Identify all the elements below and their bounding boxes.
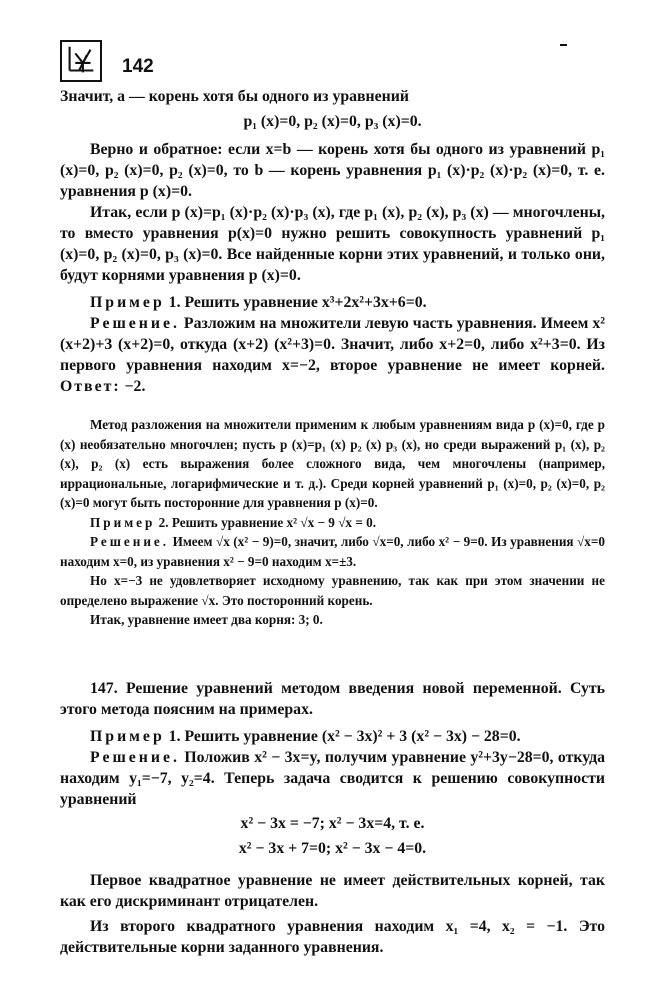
solution-1: [60, 313, 605, 397]
page-header: [60, 32, 605, 82]
paragraph-summary: Итак, если p (x)=p₁ (x)·p₂ (x)·p₃ (x), где p₁ (x), p₂ (x), p₃ (x) — многочлены, то вместо уравнения p(x)=0 нужно решить совокупность уравнений p₁ (x)=0, p₂ (x)=0, p₃ (x)=0. Все найденные корни этих уравнений, и только они, будут корнями уравнения p (x)=0.: [60, 204, 605, 284]
second-equation-roots: Из второго квадратного уравнения находим x₁ =4, x₂ = −1. Это действительные корни заданного уравнения.: [60, 917, 605, 956]
roots-summary: Итак, уравнение имеет два корня: 3; 0.: [90, 612, 323, 627]
first-equation-note: Первое квадратное уравнение не имеет действительных корней, так как его дискриминант отрицателен.: [60, 871, 605, 910]
paragraph-converse: Верно и обратное: если x=b — корень хотя бы одного из уравнений p₁ (x)=0, p₂ (x)=0, p₂ (x)=0, то b — корень уравнения p₁ (x)·p₂ (x)·p₂ (x)=0, т. е. уравнения p (x)=0.: [60, 141, 605, 200]
example-2-label: Пример: [90, 514, 156, 530]
solution-2-label: Решение.: [90, 534, 170, 549]
section-147-example-label: Пример: [90, 727, 165, 745]
example-2-text: 2. Решить уравнение x² √x − 9 √x = 0.: [155, 514, 377, 530]
solution-2-text: Имеем √x (x² − 9)=0, значит, либо √x=0, либо x² − 9=0. Из уравнения √x=0 находим x=0, из уравнения x² − 9=0 находим x=±3.: [60, 534, 605, 569]
extraneous-root-note: Но x=−3 не удовлетворяет исходному уравнению, так как при этом значении не определено выражение √x. Это посторонний корень.: [60, 573, 605, 608]
example-2: [60, 513, 605, 533]
equation-row-1: x² − 3x = −7; x² − 3x=4, т. е.: [240, 814, 425, 832]
section-147-example: [60, 726, 605, 747]
section-147-solution-label: Решение.: [90, 748, 180, 766]
solution-2: [60, 532, 605, 571]
page-number: 142: [122, 56, 154, 77]
note-paragraph: Метод разложения на множители применим к любым уравнениям вида p (x)=0, где p (x) необязательно многочлен; пусть p (x)=p₁ (x) p₂ (x) p₃ (x), но среди выражений p₁ (x), p₂ (x), p₂ (x) есть выражения более сложного вида, чем многочлены (например, иррациональные, логарифмические и т. д.). Среди корней уравнений p₁ (x)=0, p₂ (x)=0, p₂ (x)=0 могут быть посторонние для уравнения p (x)=0.: [60, 417, 605, 510]
equation-line: p₁ (x)=0, p₂ (x)=0, p₃ (x)=0.: [243, 113, 422, 130]
book-page: [60, 32, 605, 958]
section-147-solution: [60, 747, 605, 810]
section-147-example-text: 1. Решить уравнение (x² − 3x)² + 3 (x² − 3x) − 28=0.: [164, 727, 521, 745]
answer-label: Ответ:: [60, 378, 121, 395]
example-1: [60, 292, 605, 313]
section-147-solution-text: Положив x² − 3x=y, получим уравнение y²+3y−28=0, откуда находим y₁=−7, y₂=4. Теперь задача сводится к решению совокупности уравнений: [60, 748, 605, 808]
bookmark-emblem-icon: [60, 40, 102, 82]
example-label: Пример: [90, 294, 165, 311]
equation-row-2: x² − 3x + 7=0; x² − 3x − 4=0.: [238, 839, 427, 857]
paragraph-intro: Значит, a — корень хотя бы одного из уравнений: [60, 88, 409, 105]
section-147-heading: 147. Решение уравнений методом введения новой переменной. Суть этого метода поясним на примерах.: [60, 679, 605, 718]
solution-label: Решение.: [90, 315, 180, 332]
answer-value: −2.: [120, 378, 146, 395]
solution-text: Разложим на множители левую часть уравнения. Имеем x² (x+2)+3 (x+2)=0, откуда (x+2) (x²+3)=0. Значит, либо x+2=0, либо x²+3=0. Из первого уравнения находим x=−2, второе уравнение не имеет корней.: [60, 315, 605, 374]
example-text: 1. Решить уравнение x³+2x²+3x+6=0.: [164, 294, 427, 311]
